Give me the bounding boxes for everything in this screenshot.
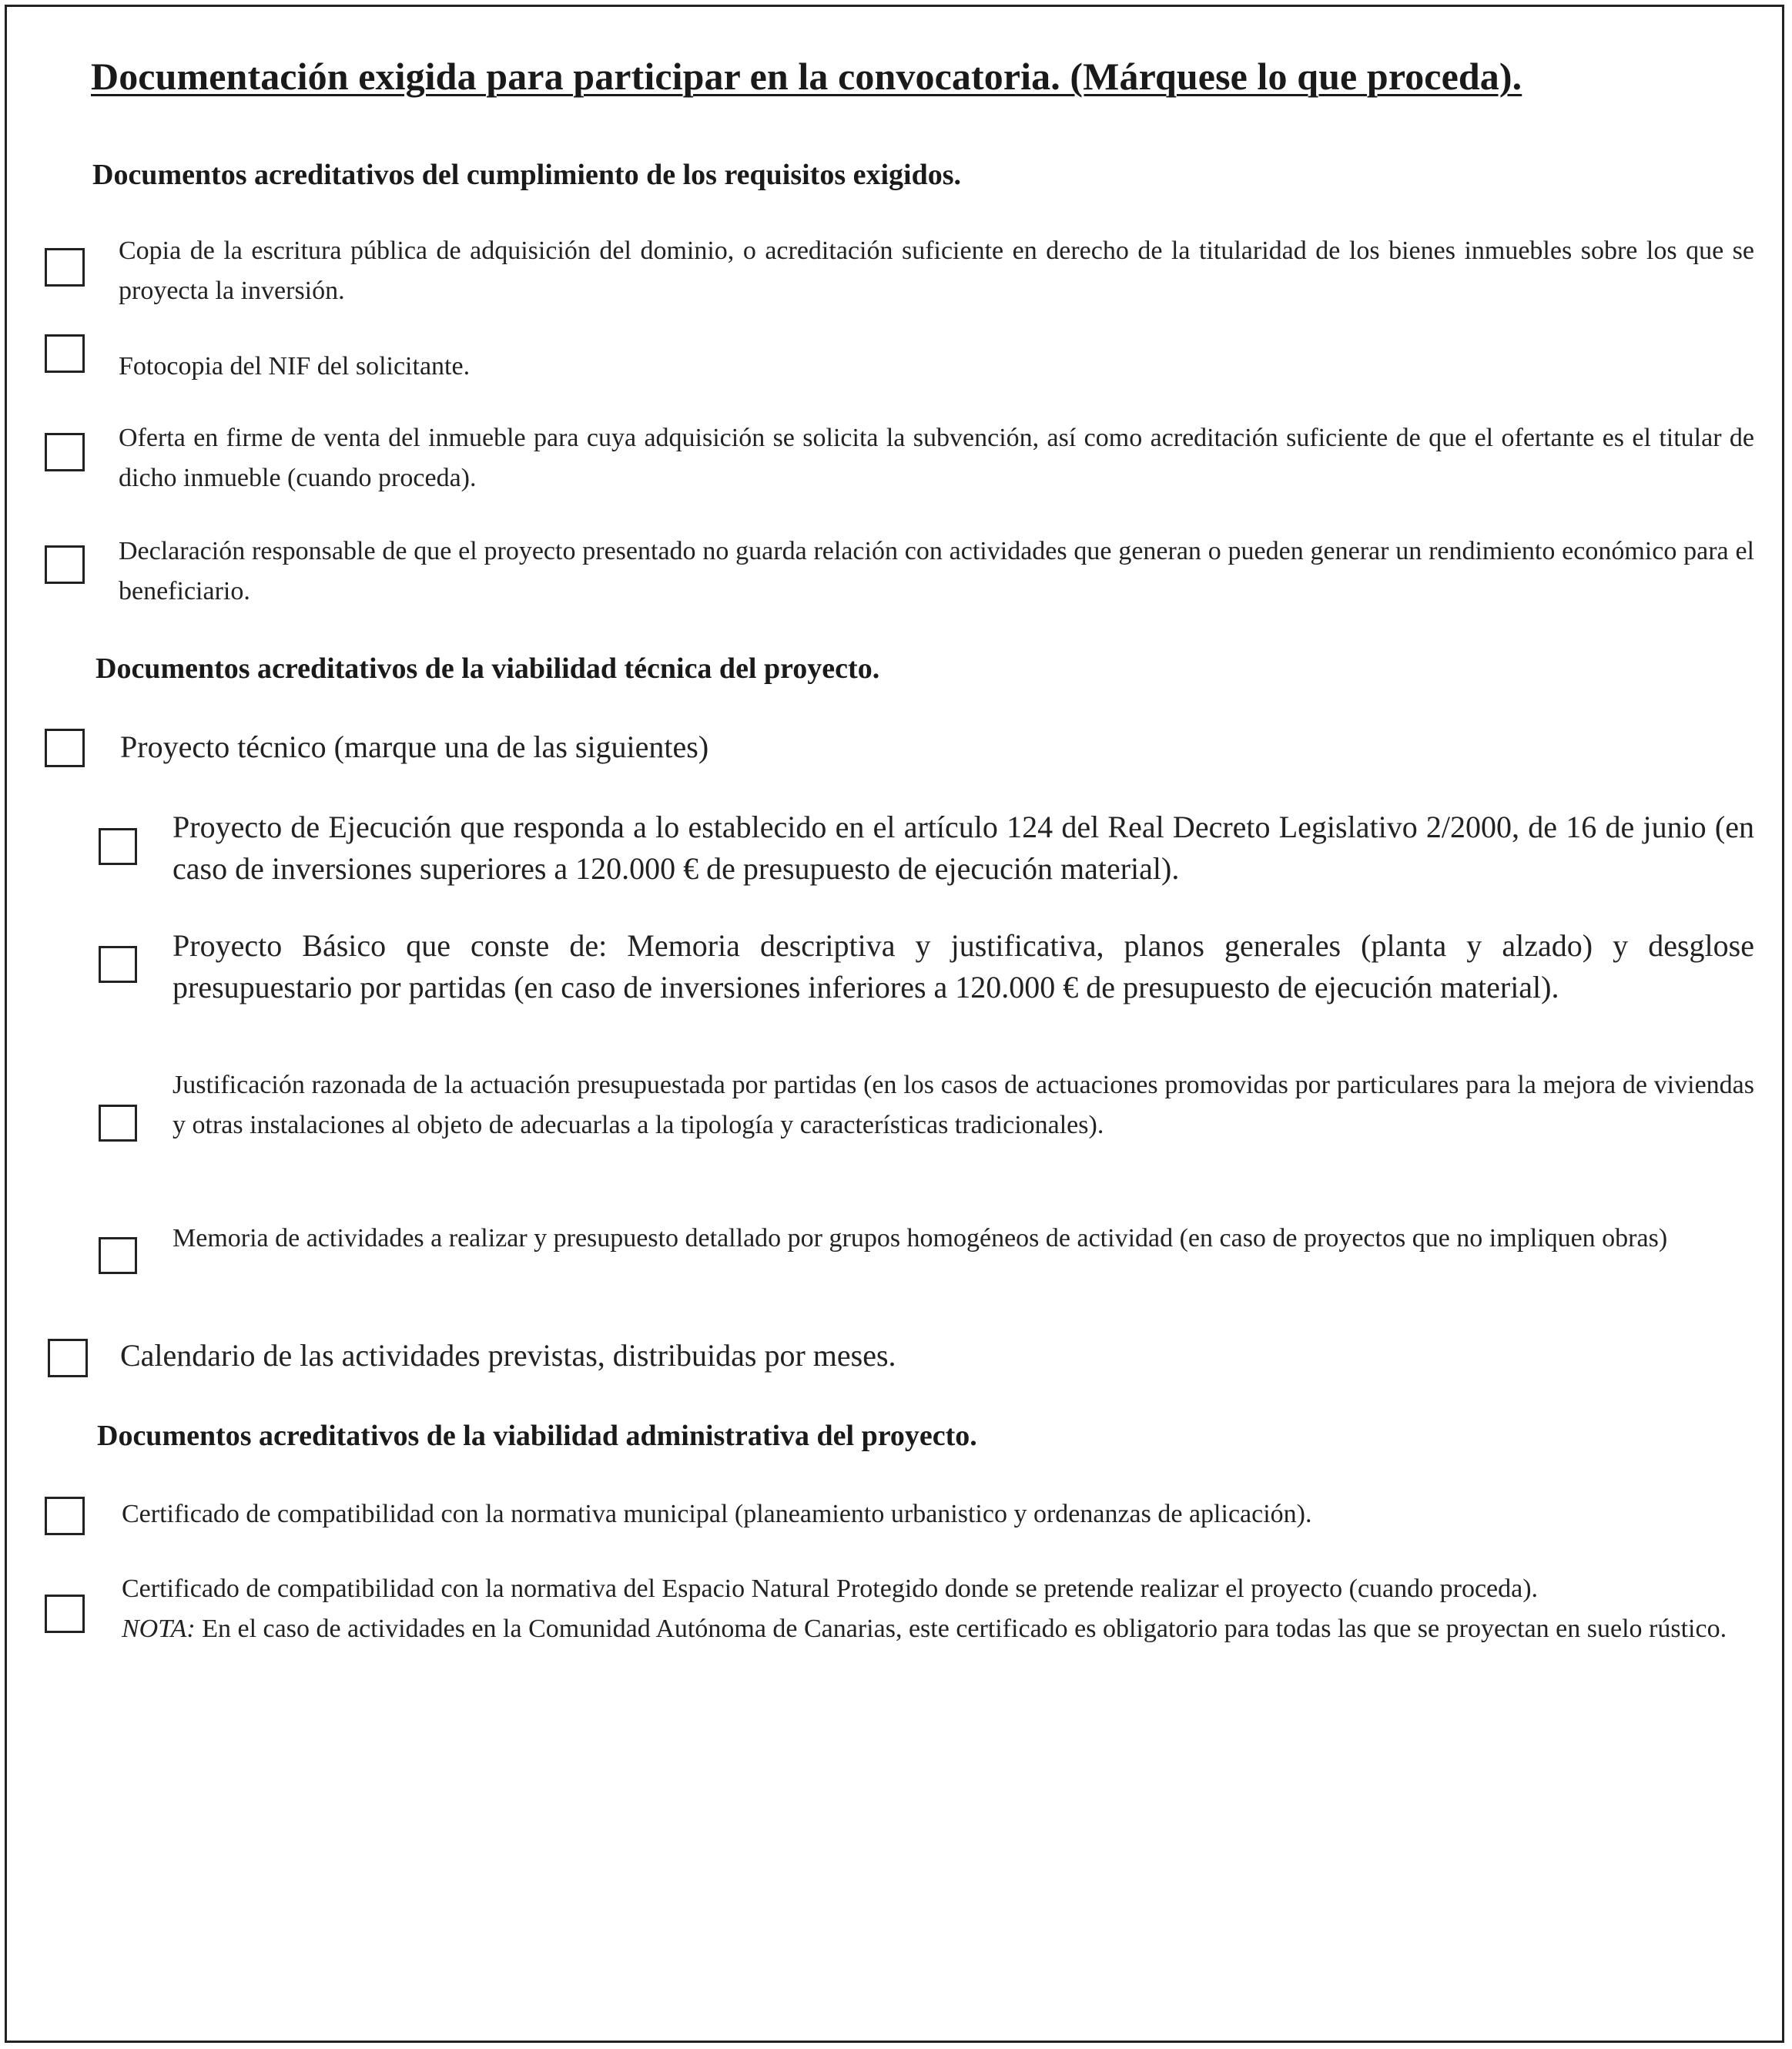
checkbox-nif[interactable] <box>45 334 85 373</box>
item-calendario: Calendario de las actividades previstas, distribuidas por meses. <box>120 1338 896 1373</box>
section-heading-requisitos: Documentos acreditativos del cumplimiento de los requisitos exigidos. <box>92 159 962 191</box>
checkbox-justificacion[interactable] <box>99 1105 137 1142</box>
subitem-proyecto-basico: Proyecto Básico que conste de: Memoria descriptiva y justificativa, planos generales (planta y alzado) y desglose presupuestario por partidas (en caso de inversiones inferiores a 120.000 € de presupuesto de ejecución material). <box>173 928 1754 1004</box>
page-title: Documentación exigida para participar en la convocatoria. (Márquese lo que proceda). <box>91 55 1522 98</box>
checkbox-declaracion[interactable] <box>45 545 85 584</box>
nota <box>122 1609 1754 1649</box>
checkbox-proyecto-tecnico[interactable] <box>45 729 85 767</box>
checkbox-oferta[interactable] <box>45 433 85 471</box>
nota-label: NOTA: <box>122 1615 196 1643</box>
subitem-justificacion: Justificación razonada de la actuación presupuestada por partidas (en los casos de actuaciones promovidas por particulares para la mejora de viviendas y otras instalaciones al objeto de adecuarlas a la tipología y características tradicionales). <box>173 1071 1754 1139</box>
checkbox-proyecto-ejecucion[interactable] <box>99 828 137 865</box>
checkbox-cert-municipal[interactable] <box>45 1497 85 1535</box>
item-proyecto-tecnico: Proyecto técnico (marque una de las siguientes) <box>120 729 709 764</box>
item-declaracion: Declaración responsable de que el proyecto presentado no guarda relación con actividades que generan o pueden generar un rendimiento económico para el beneficiario. <box>119 537 1754 605</box>
item-cert-espacio-natural-text: Certificado de compatibilidad con la normativa del Espacio Natural Protegido donde se pretende realizar el proyecto (cuando proceda). <box>122 1574 1539 1603</box>
section-heading-administrativa: Documentos acreditativos de la viabilidad administrativa del proyecto. <box>97 1420 977 1452</box>
checkbox-escritura[interactable] <box>45 248 85 287</box>
checkbox-memoria-actividades[interactable] <box>99 1237 137 1274</box>
item-oferta: Oferta en firme de venta del inmueble para cuya adquisición se solicita la subvención, así como acreditación suficiente de que el ofertante es el titular de dicho inmueble (cuando proceda). <box>119 424 1754 492</box>
item-escritura: Copia de la escritura pública de adquisición del dominio, o acreditación suficiente en derecho de la titularidad de los bienes inmuebles sobre los que se proyecta la inversión. <box>119 236 1754 305</box>
item-nif: Fotocopia del NIF del solicitante. <box>119 352 471 381</box>
nota-text: En el caso de actividades en la Comunidad Autónoma de Canarias, este certificado es obligatorio para todas las que se proyectan en suelo rústico. <box>195 1615 1727 1643</box>
subitem-memoria-actividades: Memoria de actividades a realizar y presupuesto detallado por grupos homogéneos de actividad (en caso de proyectos que no impliquen obras) <box>173 1224 1668 1253</box>
checkbox-calendario[interactable] <box>48 1339 88 1377</box>
checkbox-cert-espacio-natural[interactable] <box>45 1595 85 1633</box>
section-heading-tecnica: Documentos acreditativos de la viabilidad técnica del proyecto. <box>95 652 880 685</box>
item-cert-espacio-natural <box>122 1569 1754 1649</box>
subitem-proyecto-ejecucion: Proyecto de Ejecución que responda a lo establecido en el artículo 124 del Real Decreto Legislativo 2/2000, de 16 de junio (en caso de inversiones superiores a 120.000 € de presupuesto de ejecución material). <box>173 810 1754 886</box>
item-cert-municipal: Certificado de compatibilidad con la normativa municipal (planeamiento urbanistico y ordenanzas de aplicación). <box>122 1500 1312 1528</box>
checkbox-proyecto-basico[interactable] <box>99 946 137 983</box>
